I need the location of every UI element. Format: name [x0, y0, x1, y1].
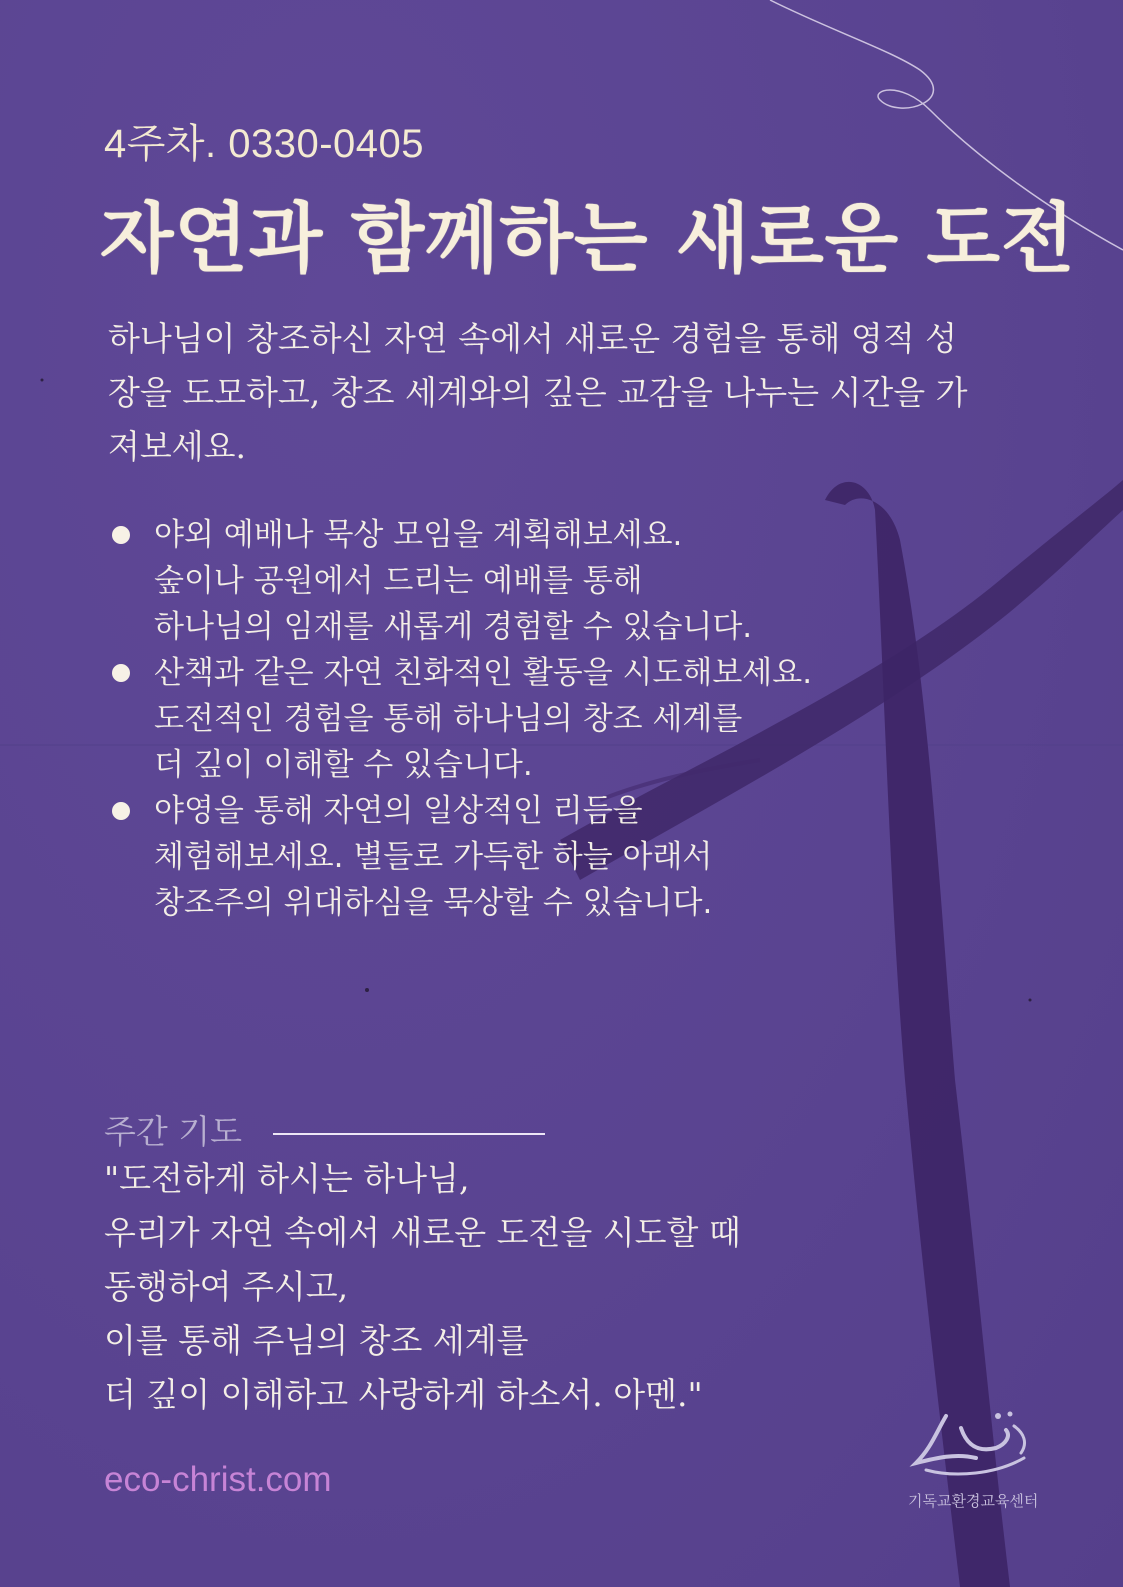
list-item-line: 야외 예배나 묵상 모임을 계획해보세요. — [154, 517, 683, 553]
list-item-line: 야영을 통해 자연의 일상적인 리듬을 — [154, 793, 643, 829]
logo-caption: 기독교환경교육센터 — [908, 1492, 1039, 1510]
week-label: 4주차. 0330-0405 — [104, 122, 425, 166]
prayer-line: 더 깊이 이해하고 사랑하게 하소서. 아멘." — [104, 1375, 703, 1414]
prayer-divider — [273, 1133, 545, 1135]
bullet-icon — [112, 526, 130, 544]
prayer-text — [104, 1152, 864, 1422]
list-item-line: 하나님의 임재를 새롭게 경험할 수 있습니다. — [154, 609, 753, 645]
list-item — [108, 650, 868, 788]
prayer-heading: 주간 기도 — [104, 1112, 243, 1151]
prayer-line: 이를 통해 주님의 창조 세계를 — [104, 1321, 529, 1360]
intro-paragraph: 하나님이 창조하신 자연 속에서 새로운 경험을 통해 영적 성장을 도모하고, 창조 세계와의 깊은 교감을 나누는 시간을 가져보세요. — [108, 319, 968, 466]
activity-list — [108, 512, 868, 926]
bullet-icon — [112, 664, 130, 682]
prayer-line: 우리가 자연 속에서 새로운 도전을 시도할 때 — [104, 1213, 741, 1252]
list-item-line: 더 깊이 이해할 수 있습니다. — [154, 747, 533, 783]
organization-logo-icon — [906, 1408, 1046, 1478]
list-item-line: 숲이나 공원에서 드리는 예배를 통해 — [154, 563, 643, 599]
list-item-line: 체험해보세요. 별들로 가득한 하늘 아래서 — [154, 839, 713, 875]
list-item-line: 도전적인 경험을 통해 하나님의 창조 세계를 — [154, 701, 743, 737]
list-item — [108, 788, 868, 926]
list-item-line: 산책과 같은 자연 친화적인 활동을 시도해보세요. — [154, 655, 813, 691]
list-item-line: 창조주의 위대하심을 묵상할 수 있습니다. — [154, 885, 713, 921]
prayer-line: 동행하여 주시고, — [104, 1267, 349, 1306]
bullet-icon — [112, 802, 130, 820]
page-title: 자연과 함께하는 새로운 도전 — [100, 194, 1076, 283]
prayer-line: "도전하게 하시는 하나님, — [104, 1159, 470, 1198]
list-item — [108, 512, 868, 650]
website-link[interactable]: eco-christ.com — [104, 1460, 332, 1499]
